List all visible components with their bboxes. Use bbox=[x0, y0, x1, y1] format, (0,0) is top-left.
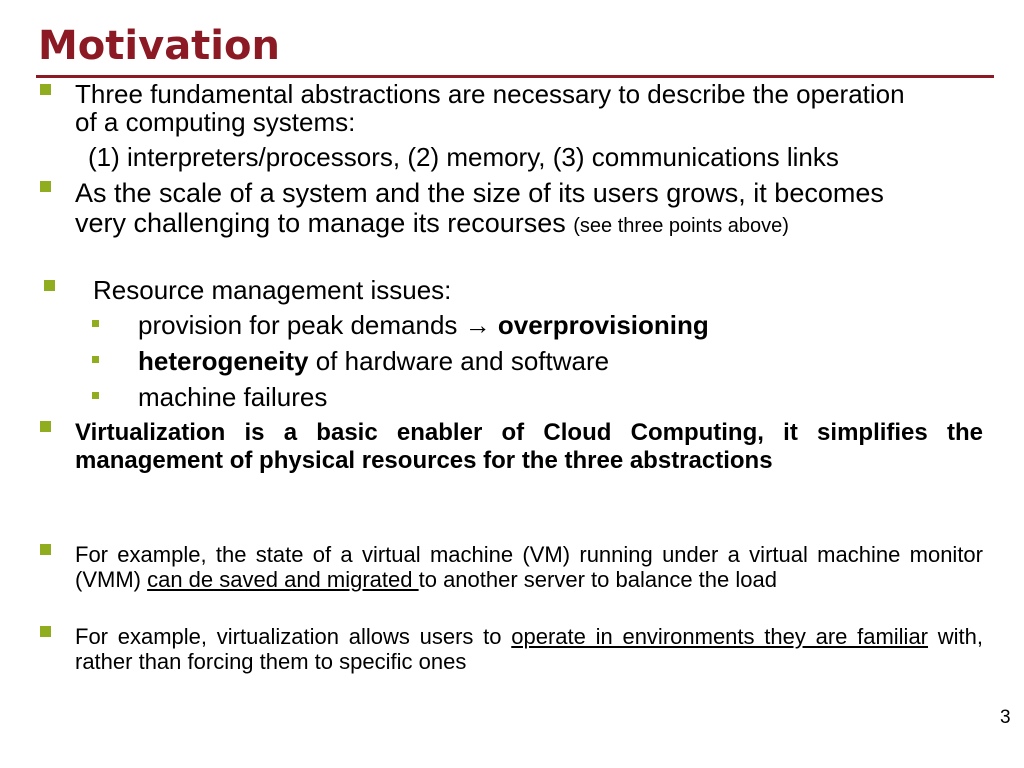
hardware-software-text: of hardware and software bbox=[308, 346, 610, 376]
square-bullet-icon bbox=[40, 626, 51, 637]
bullet-abstractions-line2: of a computing systems: bbox=[75, 107, 356, 137]
vm-migration-underlined: can de saved and migrated bbox=[147, 567, 419, 592]
subbullet-heterogeneity bbox=[138, 346, 609, 376]
bullet-abstractions-line1: Three fundamental abstractions are necessary to describe the operation bbox=[75, 79, 905, 109]
small-square-bullet-icon bbox=[92, 356, 99, 363]
abstractions-list: (1) interpreters/processors, (2) memory, (3) communications links bbox=[88, 142, 839, 172]
subbullet-peak-demands bbox=[138, 310, 709, 340]
slide-title: Motivation bbox=[38, 23, 280, 69]
title-underline-rule bbox=[36, 75, 994, 78]
bullet-familiar-environments bbox=[75, 624, 983, 674]
square-bullet-icon bbox=[44, 280, 55, 291]
page-number: 3 bbox=[1000, 707, 1011, 728]
bullet-virtualization: Virtualization is a basic enabler of Cloud Computing, it simplifies the management of physical resources for the three abstractions bbox=[75, 419, 983, 474]
bullet-scale-line1: As the scale of a system and the size of its users grows, it becomes bbox=[75, 178, 884, 208]
heterogeneity-text: heterogeneity bbox=[138, 346, 309, 376]
familiar-underlined: operate in environments they are familiar bbox=[511, 624, 929, 649]
small-square-bullet-icon bbox=[92, 320, 99, 327]
subbullet-machine-failures: machine failures bbox=[138, 382, 328, 412]
bullet-scale-text: very challenging to manage its recourses bbox=[75, 208, 574, 238]
bullet-scale-note: (see three points above) bbox=[573, 215, 789, 237]
vm-migration-text: For example, the state of a virtual machine (VM) running under a virtual machine monitor (VMM) bbox=[75, 542, 983, 592]
small-square-bullet-icon bbox=[92, 392, 99, 399]
peak-demands-text: provision for peak demands bbox=[138, 310, 465, 340]
familiar-text: For example, virtualization allows users to bbox=[75, 624, 512, 649]
overprovisioning-text: overprovisioning bbox=[490, 310, 709, 340]
square-bullet-icon bbox=[40, 84, 51, 95]
bullet-scale-line2 bbox=[75, 208, 995, 241]
vm-migration-end: to another server to balance the load bbox=[418, 567, 777, 592]
bullet-vm-migration bbox=[75, 542, 983, 592]
bullet-resource-management: Resource management issues: bbox=[93, 275, 452, 305]
square-bullet-icon bbox=[40, 421, 51, 432]
square-bullet-icon bbox=[40, 544, 51, 555]
familiar-end: with, rather than forcing them to specific ones bbox=[75, 624, 983, 674]
square-bullet-icon bbox=[40, 181, 51, 192]
right-arrow-icon: → bbox=[464, 310, 491, 340]
